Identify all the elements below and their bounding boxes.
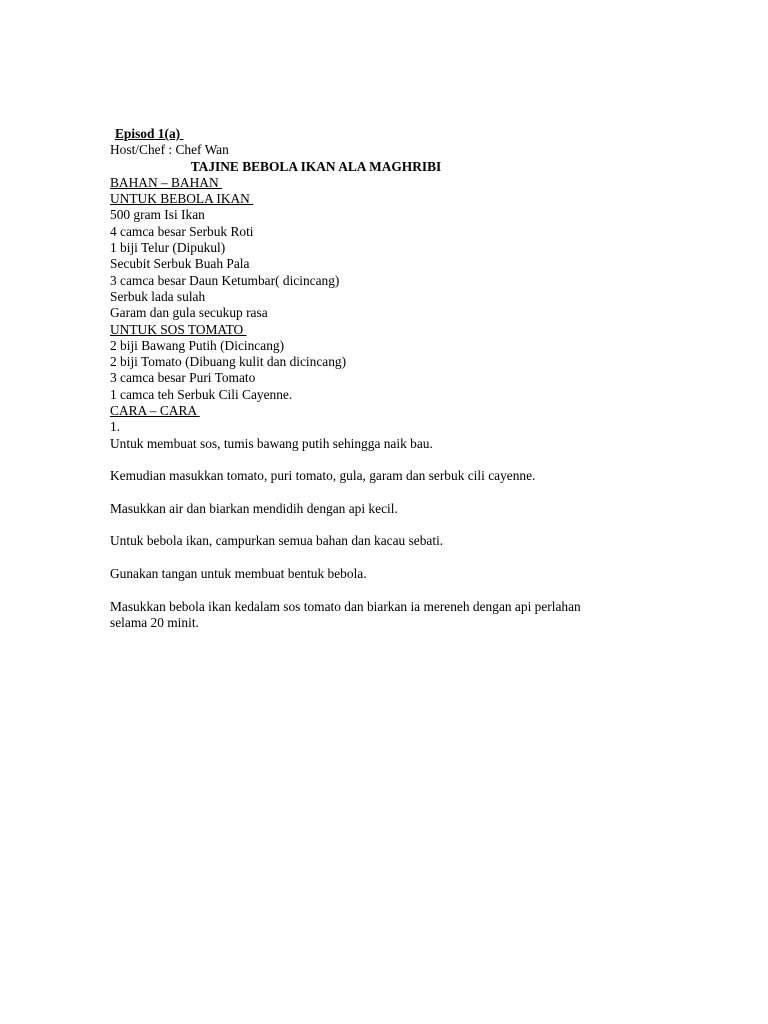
sauce-item: 3 camca besar Puri Tomato: [110, 370, 256, 386]
ingredients-heading: BAHAN – BAHAN: [110, 174, 222, 190]
method-heading: CARA – CARA: [110, 403, 200, 419]
episode-label: Episod 1(a): [115, 126, 184, 141]
method-step: Kemudian masukkan tomato, puri tomato, gula, garam dan serbuk cili cayenne.: [110, 468, 536, 484]
method-step: Masukkan bebola ikan kedalam sos tomato dan biarkan ia mereneh dengan api perlahan selama 20 minit.: [110, 598, 581, 630]
paragraph-gap: [110, 582, 670, 598]
ingredient-item: 3 camca besar Daun Ketumbar( dicincang): [110, 272, 340, 288]
sauce-item: 1 camca teh Serbuk Cili Cayenne.: [110, 386, 293, 402]
sauce-item: 2 biji Bawang Putih (Dicincang): [110, 337, 285, 353]
paragraph-gap: [110, 485, 670, 501]
step-number: 1.: [110, 419, 121, 435]
ingredient-item: Secubit Serbuk Buah Pala: [110, 256, 250, 272]
paragraph-gap: [110, 452, 670, 468]
method-step: Untuk membuat sos, tumis bawang putih sehingga naik bau.: [110, 435, 433, 451]
paragraph-gap: [110, 550, 670, 566]
sauce-item: 2 biji Tomato (Dibuang kulit dan dicincang): [110, 354, 347, 370]
method-step: Untuk bebola ikan, campurkan semua bahan dan kacau sebati.: [110, 533, 444, 549]
paragraph-gap: [110, 517, 670, 533]
document-page: [110, 126, 670, 631]
method-step: Gunakan tangan untuk membuat bentuk bebola.: [110, 566, 367, 582]
ingredient-item: Garam dan gula secukup rasa: [110, 305, 268, 321]
sauce-heading: UNTUK SOS TOMATO: [110, 321, 247, 337]
ingredient-item: 4 camca besar Serbuk Roti: [110, 223, 254, 239]
method-step: Masukkan air dan biarkan mendidih dengan api kecil.: [110, 500, 398, 516]
ingredient-item: 500 gram Isi Ikan: [110, 207, 205, 223]
host-line: Host/Chef : Chef Wan: [110, 142, 229, 158]
recipe-title: TAJINE BEBOLA IKAN ALA MAGHRIBI: [190, 158, 442, 174]
fishball-heading: UNTUK BEBOLA IKAN: [110, 191, 254, 207]
ingredient-item: 1 biji Telur (Dipukul): [110, 240, 226, 256]
ingredient-item: Serbuk lada sulah: [110, 288, 206, 304]
